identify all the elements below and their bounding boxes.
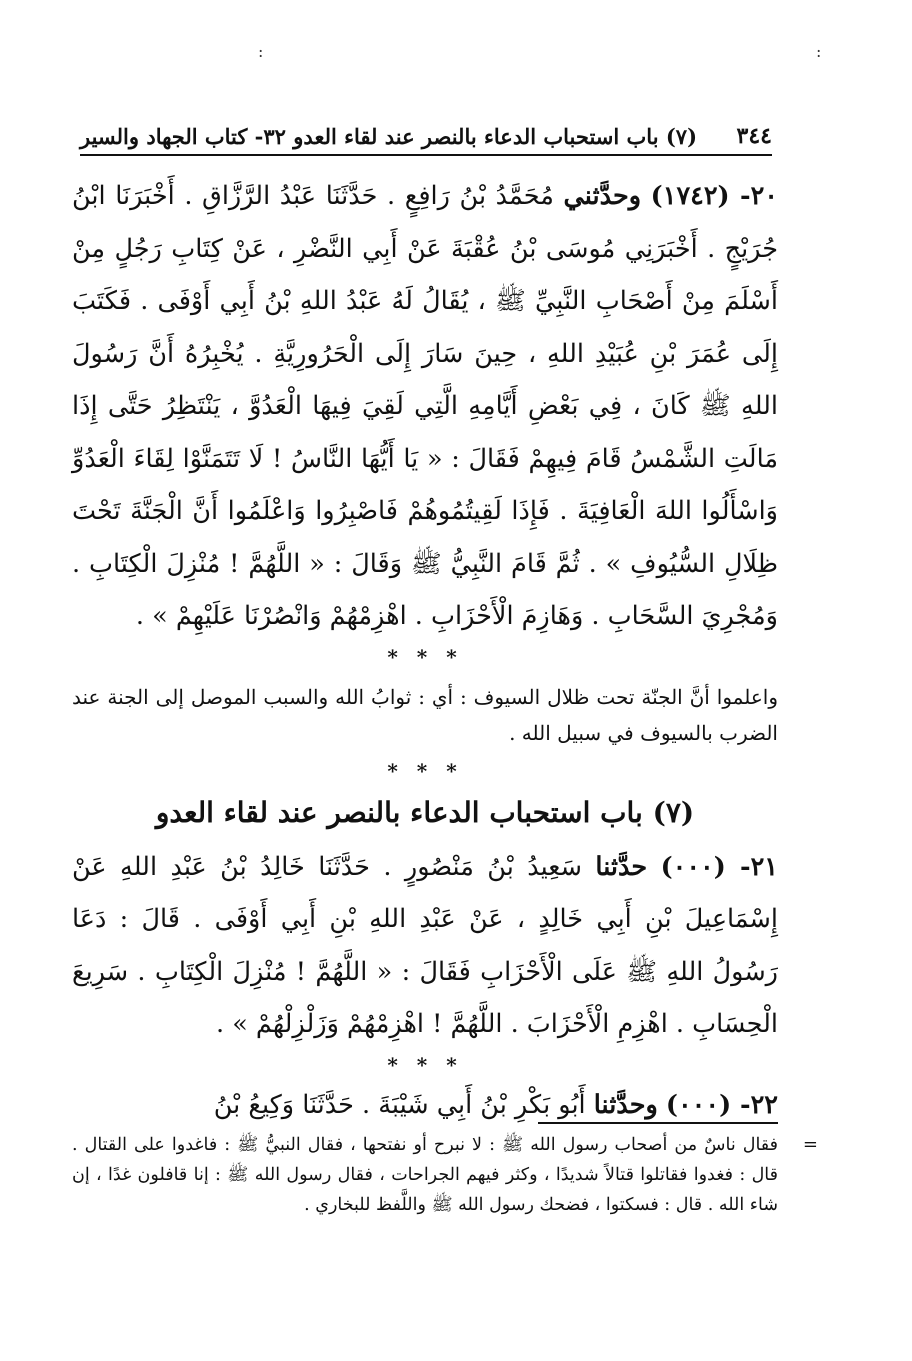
running-title: (٧) باب استحباب الدعاء بالنصر عند لقاء العدو ٣٢- كتاب الجهاد والسير bbox=[80, 123, 697, 149]
hadith-opening: وحدَّثنا bbox=[593, 1089, 658, 1120]
page-speck: : bbox=[258, 42, 264, 61]
separator-stars: * * * bbox=[387, 1052, 463, 1077]
hadith-body: مُحَمَّدُ بْنُ رَافِعٍ . حَدَّثَنَا عَبْدُ الرَّزَّاقِ . أَخْبَرَنَا ابْنُ جُرَيْجٍ . أَخْبَرَنِي مُوسَى بْنُ عُقْبَةَ عَنْ أَبِي النَّضْرِ ، عَنْ كِتَابِ رَجُلٍ مِنْ أَسْلَمَ مِنْ أَصْحَابِ النَّبِيِّ ﷺ ، يُقَالُ لَهُ عَبْدُ اللهِ بْنُ أَبِي أَوْفَى . فَكَتَبَ إِلَى عُمَرَ بْنِ عُبَيْدِ اللهِ ، حِينَ سَارَ إِلَى الْحَرُورِيَّةِ . يُخْبِرُهُ أَنَّ رَسُولَ اللهِ ﷺ كَانَ ، فِي بَعْضِ أَيَّامِهِ الَّتِي لَقِيَ فِيهَا الْعَدُوَّ ، يَنْتَظِرُ حَتَّى إِذَا مَالَتِ الشَّمْسُ قَامَ فِيهِمْ فَقَالَ : « يَا أَيُّهَا النَّاسُ ! لَا تَتَمَنَّوْا لِقَاءَ الْعَدُوِّ وَاسْأَلُوا اللهَ الْعَافِيَةَ . فَإِذَا لَقِيتُمُوهُمْ فَاصْبِرُوا وَاعْلَمُوا أَنَّ الْجَنَّةَ تَحْتَ ظِلَالِ السُّيُوفِ » . ثُمَّ قَامَ النَّبِيُّ ﷺ وَقَالَ : « اللَّهُمَّ ! مُنْزِلَ الْكِتَابِ . وَمُجْرِيَ السَّحَابِ . وَهَازِمَ الْأَحْزَابِ . اهْزِمْهُمْ وَانْصُرْنَا عَلَيْهِمْ » . bbox=[72, 181, 778, 631]
main-text bbox=[72, 170, 778, 1131]
hadith-number: ٢١- (٠٠٠) bbox=[660, 851, 779, 882]
continuation-marker: = bbox=[802, 1134, 818, 1155]
hadith-opening: حدَّثنا bbox=[595, 851, 648, 882]
hadith-body: أَبُو بَكْرِ بْنُ أَبِي شَيْبَةَ . حَدَّثَنَا وَكِيعُ بْنُ bbox=[213, 1089, 586, 1120]
running-header bbox=[80, 118, 772, 156]
hadith-number: ٢٠- (١٧٤٢) bbox=[650, 181, 778, 211]
separator-stars: * * * bbox=[387, 758, 463, 783]
hadith-body: سَعِيدُ بْنُ مَنْصُورٍ . حَدَّثَنَا خَالِدُ بْنُ عَبْدِ اللهِ عَنْ إِسْمَاعِيلَ بْنِ أَبِي خَالِدٍ ، عَنْ عَبْدِ اللهِ بْنِ أَبِي أَوْفَى . قَالَ : دَعَا رَسُولُ اللهِ ﷺ عَلَى الْأَحْزَابِ فَقَالَ : « اللَّهُمَّ ! مُنْزِلَ الْكِتَابِ . سَرِيعَ الْحِسَابِ . اهْزِمِ الْأَحْزَابَ . اللَّهُمَّ ! اهْزِمْهُمْ وَزَلْزِلْهُمْ » . bbox=[72, 851, 778, 1039]
hadith-opening: وحدَّثني bbox=[563, 181, 642, 211]
page-speck: : bbox=[816, 42, 822, 61]
hadith-number: ٢٢- (٠٠٠) bbox=[665, 1089, 778, 1120]
hadith-20 bbox=[72, 170, 778, 643]
hadith-21 bbox=[72, 841, 778, 1051]
separator-stars: * * * bbox=[387, 644, 463, 669]
chapter-title: (٧) باب استحباب الدعاء بالنصر عند لقاء العدو bbox=[155, 795, 695, 829]
explanation-note: واعلموا أنَّ الجنّة تحت ظلال السيوف : أي : ثوابُ الله والسبب الموصل إلى الجنة عند الضرب بالسيوف في سبيل الله . bbox=[72, 684, 778, 745]
page-number: ٣٤٤ bbox=[736, 123, 772, 149]
footnote bbox=[72, 1130, 818, 1220]
footnote-text: فقال ناسٌ من أصحاب رسول الله ﷺ : لا نبرح أو نفتحها ، فقال النبيُّ ﷺ : فاغدوا على القتال . قال : فغدوا فقاتلوا قتالاً شديدًا ، وكثر فيهم الجراحات ، فقال رسول الله ﷺ : إنا قافلون غدًا ، إن شاء الله . قال : فسكتوا ، فضحك رسول الله ﷺ واللَّفظ للبخاري . bbox=[72, 1135, 778, 1215]
footnote-divider bbox=[538, 1122, 778, 1124]
